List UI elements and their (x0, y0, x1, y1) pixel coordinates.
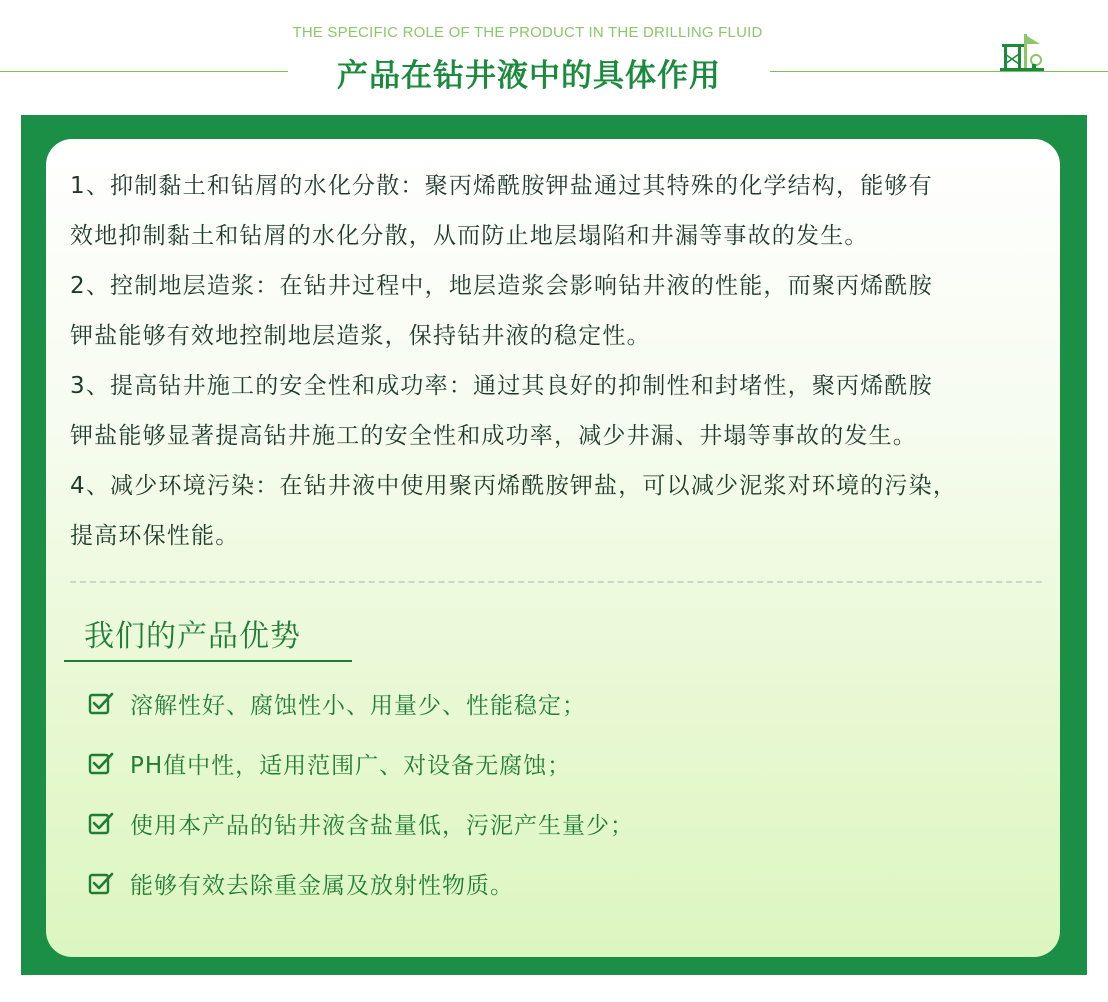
checkbox-icon (88, 810, 114, 836)
header-line-right (770, 71, 1108, 72)
subtitle-english: THE SPECIFIC ROLE OF THE PRODUCT IN THE DRILLING FLUID (292, 24, 763, 41)
advantages-title-underline (64, 660, 352, 662)
dashed-divider (70, 581, 1042, 583)
checkbox-icon (88, 870, 114, 896)
advantages-title: 我们的产品优势 (84, 619, 301, 654)
checkbox-icon (88, 690, 114, 716)
oil-rig-icon (996, 30, 1046, 74)
advantage-text: 溶解性好、腐蚀性小、用量少、性能稳定； (130, 692, 586, 719)
paragraph-3-line-1: 3、提高钻井施工的安全性和成功率：通过其良好的抑制性和封堵性，聚丙烯酰胺 (70, 373, 933, 399)
page-title: 产品在钻井液中的具体作用 (337, 58, 721, 94)
checkbox-icon (88, 750, 114, 776)
paragraph-4-line-2: 提高环保性能。 (70, 523, 240, 549)
advantage-item (88, 868, 514, 898)
advantage-item (88, 688, 586, 718)
paragraph-1 (70, 161, 1056, 261)
advantage-text: 能够有效去除重金属及放射性物质。 (130, 872, 514, 899)
paragraph-4 (70, 461, 1056, 561)
content-frame (21, 115, 1087, 975)
paragraph-1-line-1: 1、抑制黏土和钻屑的水化分散：聚丙烯酰胺钾盐通过其特殊的化学结构，能够有 (70, 173, 933, 199)
paragraph-3 (70, 361, 1056, 461)
advantage-item (88, 808, 634, 838)
paragraph-3-line-2: 钾盐能够显著提高钻井施工的安全性和成功率，减少井漏、井塌等事故的发生。 (70, 423, 917, 449)
paragraph-4-line-1: 4、减少环境污染：在钻井液中使用聚丙烯酰胺钾盐，可以减少泥浆对环境的污染， (70, 473, 958, 499)
advantage-text: PH值中性，适用范围广、对设备无腐蚀； (130, 752, 572, 779)
header (0, 0, 1108, 110)
advantage-item (88, 748, 571, 778)
paragraph-2-line-1: 2、控制地层造浆：在钻井过程中，地层造浆会影响钻井液的性能，而聚丙烯酰胺 (70, 273, 933, 299)
paragraph-1-line-2: 效地抑制黏土和钻屑的水化分散，从而防止地层塌陷和井漏等事故的发生。 (70, 223, 869, 249)
header-line-left (0, 71, 288, 72)
advantage-text: 使用本产品的钻井液含盐量低，污泥产生量少； (130, 812, 634, 839)
content-card (46, 139, 1060, 957)
paragraph-2 (70, 261, 1056, 361)
paragraph-2-line-2: 钾盐能够有效地控制地层造浆，保持钻井液的稳定性。 (70, 323, 651, 349)
